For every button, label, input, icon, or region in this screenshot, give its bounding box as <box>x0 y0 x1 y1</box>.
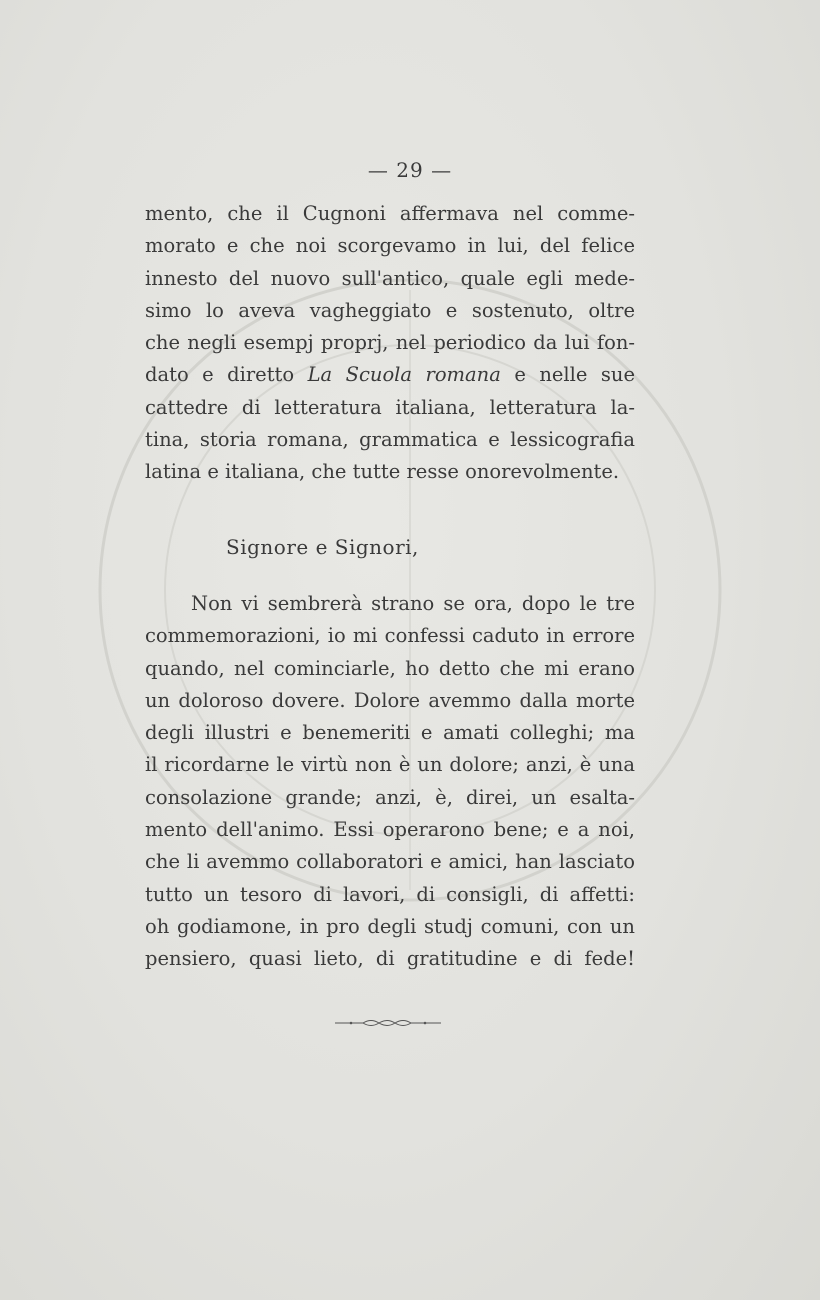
text-line: cattedre di letteratura italiana, letteratura la- <box>145 395 635 419</box>
text-segment: dato e diretto <box>145 363 295 387</box>
paragraph-2 <box>145 588 635 976</box>
page-number: — 29 — <box>367 158 453 182</box>
salutation: Signore e Signori, <box>226 535 419 559</box>
text-line: degli illustri e benemeriti e amati colleghi; ma <box>145 721 635 745</box>
text-line: il ricordarne le virtù non è un dolore; anzi, è una <box>145 753 635 777</box>
end-ornament-icon <box>333 1016 443 1030</box>
text-line: tina, storia romana, grammatica e lessicografia <box>145 428 635 452</box>
journal-title: La Scuola romana <box>307 363 501 387</box>
text-line: che li avemmo collaboratori e amici, han lasciato <box>145 850 635 874</box>
text-line: simo lo aveva vagheggiato e sostenuto, oltre <box>145 298 635 322</box>
text-line: Non vi sembrerà strano se ora, dopo le tre <box>191 592 635 615</box>
text-line: mento, che il Cugnoni affermava nel comme- <box>145 202 635 225</box>
text-line: latina e italiana, che tutte resse onorevolmente. <box>145 460 620 484</box>
text-line: morato e che noi scorgevamo in lui, del felice <box>145 234 635 258</box>
text-line: quando, nel cominciarle, ho detto che mi erano <box>145 656 635 680</box>
paragraph-1 <box>145 198 635 489</box>
text-line: che negli esempj proprj, nel periodico da lui fon- <box>145 331 635 355</box>
text-line: un doloroso dovere. Dolore avemmo dalla morte <box>145 688 635 712</box>
text-segment: e nelle sue <box>514 363 635 387</box>
text-line: oh godiamone, in pro degli studj comuni, con un <box>145 914 635 938</box>
text-line: consolazione grande; anzi, è, direi, un esalta- <box>145 785 635 809</box>
text-line: pensiero, quasi lieto, di gratitudine e di fede! <box>145 947 635 971</box>
text-line: tutto un tesoro di lavori, di consigli, di affetti: <box>145 882 635 906</box>
text-line-with-title <box>145 359 635 391</box>
text-line: mento dell'animo. Essi operarono bene; e a noi, <box>145 818 635 842</box>
text-line: innesto del nuovo sull'antico, quale egli mede- <box>145 266 635 290</box>
text-line: commemorazioni, io mi confessi caduto in errore <box>145 624 635 648</box>
